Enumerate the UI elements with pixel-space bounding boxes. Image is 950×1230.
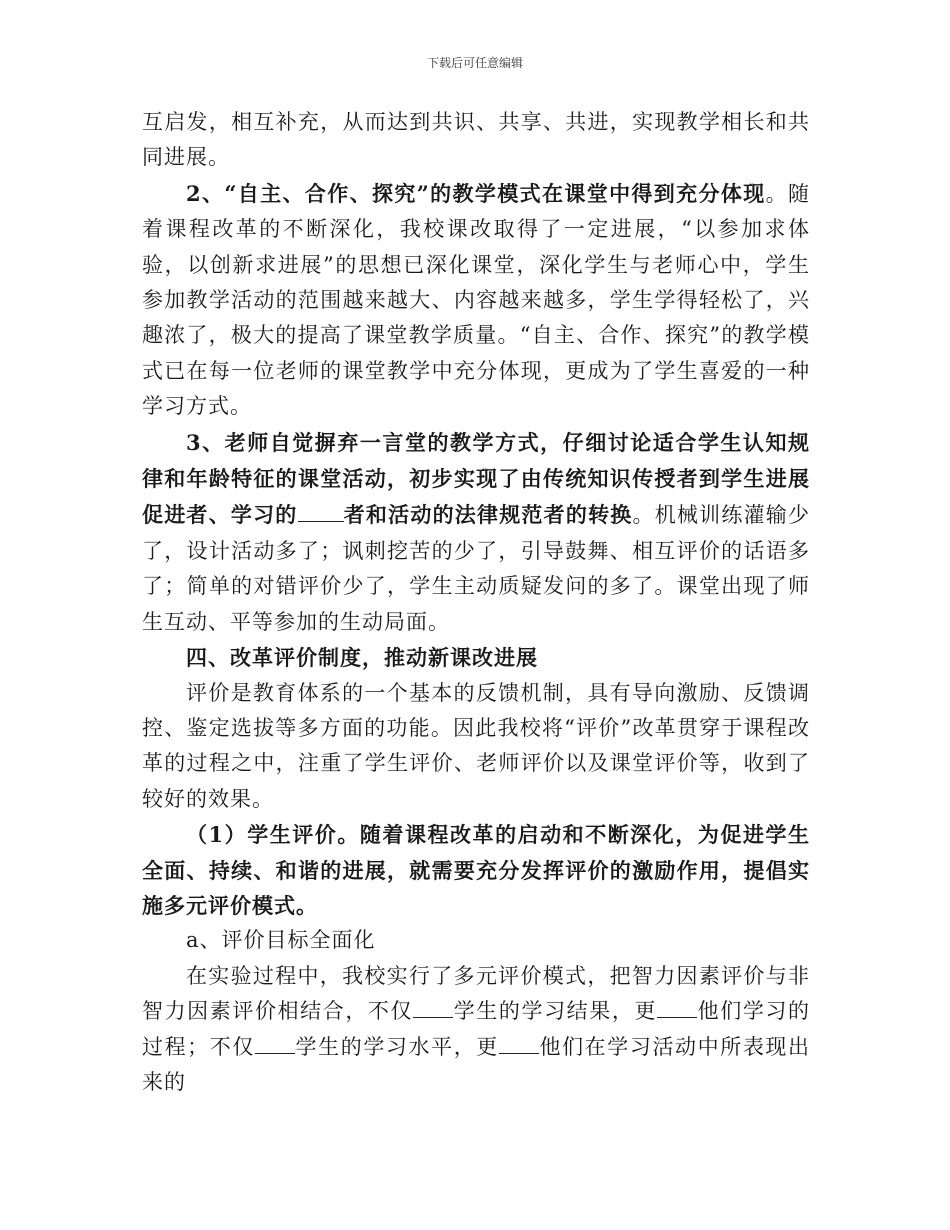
fill-blank: [255, 1034, 295, 1054]
paragraph-teaching-model: [142, 176, 810, 425]
paragraph-text: 在实验过程中，我校实行了多元评价模式，把智力因素评价与非智力因素评价相结合，不仅: [142, 963, 810, 1024]
paragraph-teacher-role: [142, 425, 810, 640]
paragraph-heading-bold: 3、老师自觉摒弃一言堂的教学方式，仔细讨论适合学生认知规律和年龄特征的课堂活动，初步实现了由传统知识传授者到学生进展促进者、学习的: [142, 429, 810, 528]
subheading-a: a、评价目标全面化: [186, 928, 376, 953]
paragraph-text: 他们在学习活动中所表现出来的: [142, 1034, 811, 1094]
paragraph-text: 。机械训练灌输少了，设计活动多了；讽刺挖苦的少了，引导鼓舞、相互评价的话语多了；简单的对错评价少了，学生主动质疑发问的多了。课堂出现了师生互动、平等参加的生动局面。: [142, 503, 810, 634]
paragraph-continuation: 互启发，相互补充，从而达到共识、共享、共进，实现教学相长和共同进展。: [142, 110, 810, 170]
section-heading: 四、改革评价制度，推动新课改进展: [186, 645, 538, 671]
page-header: 下载后可任意编辑: [426, 56, 523, 70]
paragraph-multi-evaluation: [142, 959, 810, 1101]
document-body: [142, 105, 810, 1100]
paragraph-student-evaluation: （1）学生评价。随着课程改革的启动和不断深化，为促进学生全面、持续、和谐的进展，就需要充分发挥评价的激励作用，提倡实施多元评价模式。: [142, 822, 810, 918]
paragraph-evaluation: 评价是教育体系的一个基本的反馈机制，具有导向激励、反馈调控、鉴定选拔等多方面的功能。因此我校将“评价”改革贯穿于课程改革的过程之中，注重了学生评价、老师评价以及课堂评价等，收到了较好的效果。: [142, 680, 810, 811]
fill-blank: [298, 503, 344, 523]
fill-blank: [413, 998, 453, 1018]
paragraph-text: 。随着课程改革的不断深化，我校课改取得了一定进展，“以参加求体验，以创新求进展”的思想已深化课堂，深化学生与老师心中，学生参加教学活动的范围越来越大、内容越来越多，学生学得轻松了，兴趣浓了，极大的提高了课堂教学质量。“自主、合作、探究”的教学模式已在每一位老师的课堂教学中充分体现，更成为了学生喜爱的一种学习方式。: [142, 181, 810, 419]
paragraph-heading-bold-cont: 者和活动的法律规范者的转换: [343, 502, 633, 528]
paragraph-text: 他们学习的过程；不仅: [142, 999, 811, 1059]
fill-blank: [657, 998, 697, 1018]
paragraph-text: 学生的学习水平，更: [294, 1034, 499, 1059]
paragraph-text: 学生的学习结果，更: [453, 999, 658, 1024]
fill-blank: [499, 1034, 539, 1054]
paragraph-heading-bold: 2、“自主、合作、探究”的教学模式在课堂中得到充分体现: [186, 180, 766, 206]
